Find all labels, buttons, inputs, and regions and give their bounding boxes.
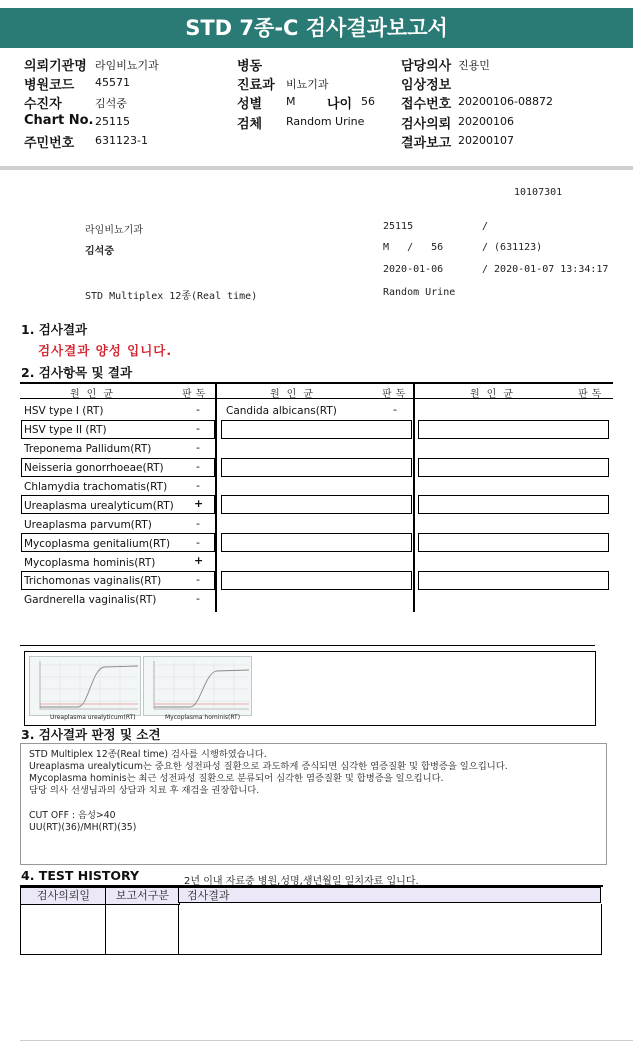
item-hsv2: HSV type II (RT)	[24, 424, 107, 436]
info-chart: 25115	[383, 221, 414, 232]
item-ureaplasma-parvum: Ureaplasma parvum(RT)	[24, 519, 152, 531]
item-hsv1: HSV type I (RT)	[24, 405, 104, 417]
amplification-curve-mh	[144, 657, 251, 715]
info-test-name: STD Multiplex 12종(Real time)	[85, 291, 258, 302]
col2-result-header: 판독	[382, 389, 410, 400]
empty-cell	[221, 420, 412, 439]
dept-label: 진료과	[237, 78, 275, 93]
result-candida: -	[393, 403, 397, 416]
col2-pathogen-header: 원인균	[270, 389, 320, 400]
graph-caption-mh: Mycoplasma hominis(RT)	[165, 714, 241, 721]
history-note: 2년 이내 자료중 병원,성명,생년월일 일치자료 입니다.	[184, 876, 419, 887]
section1-heading: 1. 검사결과	[21, 322, 88, 337]
info-hospital: 라임비뇨기과	[85, 225, 143, 236]
ct-values-text: UU(RT)(36)/MH(RT)(35)	[29, 822, 137, 833]
sex-value: M	[286, 95, 296, 108]
hospital-code-label: 병원코드	[24, 78, 75, 93]
report-title: STD 7종-C 검사결과보고서	[0, 8, 633, 48]
info-id: / (631123)	[482, 242, 543, 253]
chart-no-label: Chart No.	[24, 113, 94, 128]
page-bottom-rule	[20, 1040, 633, 1041]
item-candida: Candida albicans(RT)	[226, 405, 337, 417]
result-message: 검사결과 양성 입니다.	[38, 343, 173, 358]
accession-value: 20200106-08872	[458, 95, 553, 108]
result-mycoplasma-genitalium: -	[196, 536, 200, 549]
result-trichomonas: -	[196, 573, 200, 586]
item-mycoplasma-genitalium: Mycoplasma genitalium(RT)	[24, 538, 171, 550]
result-gardnerella: -	[196, 592, 200, 605]
history-col-date: 검사의뢰일	[20, 887, 107, 905]
item-mycoplasma-hominis: Mycoplasma hominis(RT)	[24, 557, 156, 569]
item-ureaplasma-urealyticum: Ureaplasma urealyticum(RT)	[24, 500, 174, 512]
empty-cell	[418, 571, 609, 590]
age-label: 나이	[327, 97, 353, 112]
result-hsv2: -	[196, 422, 200, 435]
opinion-line-3: Mycoplasma hominis는 최근 성전파성 질환으로 분류되어 심각한 염증질환 및 합병증을 일으킵니다.	[29, 773, 444, 784]
info-slash: /	[482, 221, 489, 232]
empty-cell	[418, 458, 609, 477]
row-box	[21, 420, 215, 439]
empty-cell	[418, 495, 609, 514]
opinion-line-2: Ureaplasma urealyticum는 중요한 성전파성 질환으로 과도하게 증식되면 심각한 염증질환 및 합병증을 일으킵니다.	[29, 761, 508, 772]
request-date-value: 20200106	[458, 115, 514, 128]
info-sex-age: M / 56	[383, 242, 444, 253]
empty-cell	[221, 533, 412, 552]
item-gardnerella: Gardnerella vaginalis(RT)	[24, 594, 157, 606]
section4-heading: 4. TEST HISTORY	[21, 868, 140, 883]
row-box	[21, 571, 215, 590]
requester-value: 라임비뇨기과	[95, 59, 159, 72]
item-trichomonas: Trichomonas vaginalis(RT)	[24, 575, 162, 587]
resident-no-value: 631123-1	[95, 134, 148, 147]
row-box	[21, 533, 215, 552]
info-patient: 김석중	[85, 246, 114, 257]
history-bottom-rule	[20, 954, 602, 955]
amplification-graph-uu	[29, 656, 141, 716]
doctor-value: 진용민	[458, 59, 490, 72]
opinion-line-4: 담당 의사 선생님과의 상담과 치료 후 재검을 권장합니다.	[29, 785, 260, 796]
result-ureaplasma-urealyticum: +	[194, 497, 204, 510]
section2-heading: 2. 검사항목 및 결과	[21, 365, 133, 380]
history-vline	[601, 904, 602, 954]
history-col-result: 검사결과	[178, 887, 601, 903]
empty-cell	[221, 571, 412, 590]
col3-result-header: 판독	[578, 389, 606, 400]
sex-label: 성별	[237, 97, 263, 112]
empty-cell	[418, 533, 609, 552]
hospital-code-value: 45571	[95, 76, 130, 89]
history-col-type: 보고서구분	[105, 887, 180, 905]
dept-value: 비뇨기과	[286, 78, 329, 91]
empty-cell	[221, 458, 412, 477]
opinion-line-1: STD Multiplex 12종(Real time) 검사를 시행하였습니다.	[29, 749, 267, 760]
report-date-value: 20200107	[458, 134, 514, 147]
specimen-value: Random Urine	[286, 115, 365, 128]
result-chlamydia: -	[196, 479, 200, 492]
table-divider-1	[215, 382, 217, 612]
row-box	[21, 458, 215, 477]
history-vline	[20, 904, 21, 954]
ward-label: 병동	[237, 59, 263, 74]
history-vline	[178, 904, 179, 954]
amplification-graph-mh	[143, 656, 252, 716]
result-ureaplasma-parvum: -	[196, 517, 200, 530]
result-mycoplasma-hominis: +	[194, 554, 204, 567]
table-top-rule	[20, 382, 613, 384]
age-value: 56	[361, 95, 375, 108]
empty-cell	[418, 420, 609, 439]
cutoff-text: CUT OFF : 음성>40	[29, 810, 116, 821]
col1-result-header: 판독	[182, 389, 210, 400]
info-specimen: Random Urine	[383, 287, 456, 298]
row-box	[21, 495, 215, 514]
item-neisseria: Neisseria gonorrhoeae(RT)	[24, 462, 164, 474]
report-date-label: 결과보고	[401, 136, 452, 151]
item-treponema: Treponema Pallidum(RT)	[24, 443, 152, 455]
table-divider-2	[413, 382, 415, 612]
graph-caption-uu: Ureaplasma urealyticum(RT)	[50, 714, 136, 721]
chart-no-value: 25115	[95, 115, 130, 128]
accession-label: 접수번호	[401, 97, 452, 112]
graph-top-rule	[20, 645, 595, 646]
doctor-label: 담당의사	[401, 59, 452, 74]
result-hsv1: -	[196, 403, 200, 416]
amplification-curve-uu	[30, 657, 140, 715]
requester-label: 의뢰기관명	[24, 59, 87, 74]
info-date-received: 2020-01-06	[383, 264, 444, 275]
specimen-label: 검체	[237, 117, 263, 132]
clinical-info-label: 임상정보	[401, 78, 452, 93]
patient-value: 김석중	[95, 97, 127, 110]
history-vline	[105, 904, 106, 954]
report-code: 10107301	[514, 187, 563, 198]
patient-label: 수진자	[24, 97, 62, 112]
section3-heading: 3. 검사결과 판정 및 소견	[21, 727, 161, 742]
item-chlamydia: Chlamydia trachomatis(RT)	[24, 481, 168, 493]
info-date-reported: / 2020-01-07 13:34:17	[482, 264, 609, 275]
request-date-label: 검사의뢰	[401, 117, 452, 132]
empty-cell	[221, 495, 412, 514]
col3-pathogen-header: 원인균	[470, 389, 520, 400]
result-neisseria: -	[196, 460, 200, 473]
report-header	[0, 48, 633, 170]
resident-no-label: 주민번호	[24, 136, 75, 151]
result-treponema: -	[196, 441, 200, 454]
col1-pathogen-header: 원인균	[70, 389, 120, 400]
